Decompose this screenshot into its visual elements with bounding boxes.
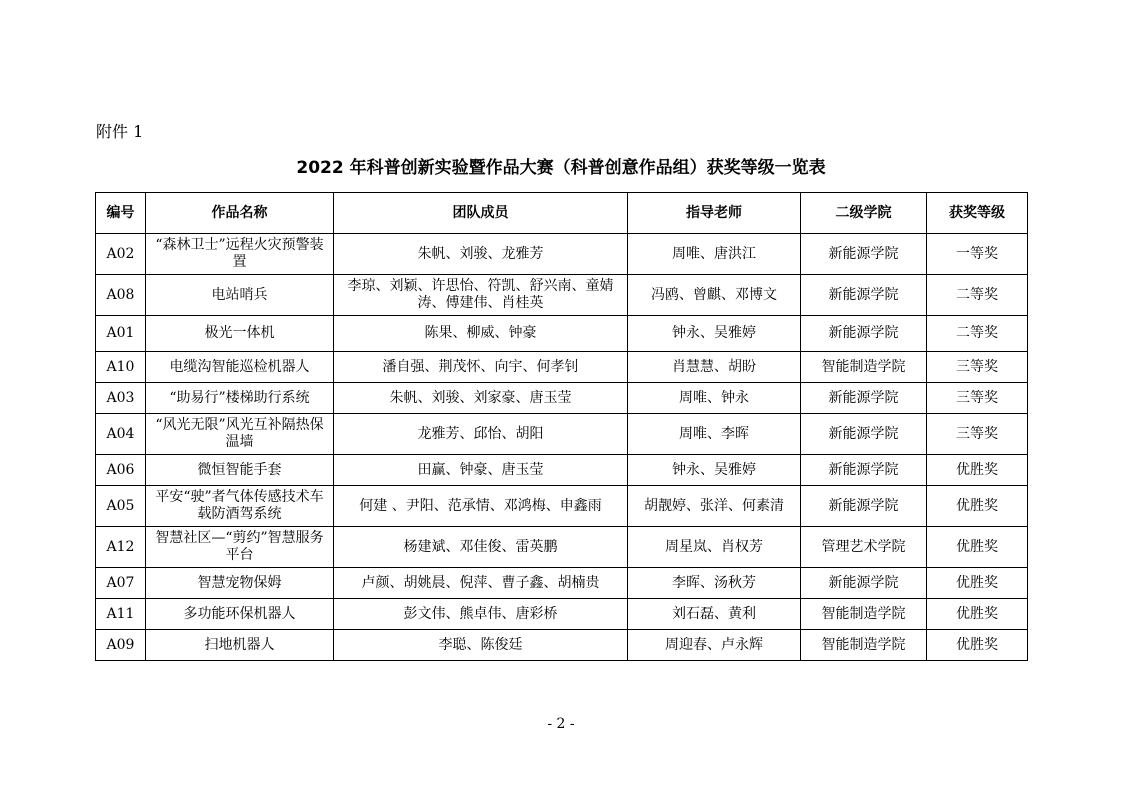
cell-advisor: 周唯、李晖 [628, 414, 801, 455]
cell-award: 优胜奖 [927, 630, 1028, 661]
cell-members: 龙雅芳、邱怡、胡阳 [334, 414, 628, 455]
cell-members: 卢颜、胡姚晨、倪萍、曹子鑫、胡楠贵 [334, 568, 628, 599]
cell-advisor: 钟永、吴雅婷 [628, 455, 801, 486]
cell-members: 朱帆、刘骏、刘家豪、唐玉莹 [334, 383, 628, 414]
cell-id: A11 [96, 599, 146, 630]
cell-advisor: 肖慧慧、胡盼 [628, 352, 801, 383]
cell-college: 新能源学院 [801, 275, 927, 316]
header-id: 编号 [96, 193, 146, 234]
cell-work: “风光无限”风光互补隔热保温墙 [146, 414, 334, 455]
cell-award: 三等奖 [927, 414, 1028, 455]
table-header-row [96, 193, 1028, 234]
cell-members: 彭文伟、熊卓伟、唐彩桥 [334, 599, 628, 630]
cell-work: 平安“驶”者气体传感技术车载防酒驾系统 [146, 486, 334, 527]
cell-work: 微恒智能手套 [146, 455, 334, 486]
header-award: 获奖等级 [927, 193, 1028, 234]
cell-advisor: 周星岚、肖权芳 [628, 527, 801, 568]
cell-college: 智能制造学院 [801, 599, 927, 630]
cell-advisor: 胡靓婷、张洋、何素清 [628, 486, 801, 527]
document-title: 2022 年科普创新实验暨作品大赛（科普创意作品组）获奖等级一览表 [296, 158, 826, 178]
cell-advisor: 周唯、钟永 [628, 383, 801, 414]
cell-id: A06 [96, 455, 146, 486]
cell-college: 智能制造学院 [801, 352, 927, 383]
cell-college: 新能源学院 [801, 383, 927, 414]
cell-work: 智慧社区—“剪约”智慧服务平台 [146, 527, 334, 568]
header-college: 二级学院 [801, 193, 927, 234]
cell-work: “森林卫士”远程火灾预警装置 [146, 234, 334, 275]
table-row [96, 316, 1028, 352]
table-row [96, 352, 1028, 383]
table-row [96, 234, 1028, 275]
cell-members: 朱帆、刘骏、龙雅芳 [334, 234, 628, 275]
cell-college: 新能源学院 [801, 455, 927, 486]
cell-work: 电站哨兵 [146, 275, 334, 316]
cell-advisor: 钟永、吴雅婷 [628, 316, 801, 352]
cell-work: “助易行”楼梯助行系统 [146, 383, 334, 414]
table-row [96, 568, 1028, 599]
cell-id: A08 [96, 275, 146, 316]
cell-id: A03 [96, 383, 146, 414]
cell-members: 田赢、钟豪、唐玉莹 [334, 455, 628, 486]
cell-id: A04 [96, 414, 146, 455]
cell-work: 智慧宠物保姆 [146, 568, 334, 599]
cell-college: 新能源学院 [801, 316, 927, 352]
table-row [96, 486, 1028, 527]
cell-advisor: 李晖、汤秋芳 [628, 568, 801, 599]
table-row [96, 599, 1028, 630]
cell-members: 杨建斌、邓佳俊、雷英鹏 [334, 527, 628, 568]
cell-id: A05 [96, 486, 146, 527]
cell-award: 优胜奖 [927, 486, 1028, 527]
award-table [95, 192, 1028, 661]
cell-college: 新能源学院 [801, 568, 927, 599]
cell-advisor: 周迎春、卢永辉 [628, 630, 801, 661]
cell-id: A12 [96, 527, 146, 568]
header-advisor: 指导老师 [628, 193, 801, 234]
cell-college: 新能源学院 [801, 414, 927, 455]
header-work: 作品名称 [146, 193, 334, 234]
cell-college: 新能源学院 [801, 486, 927, 527]
header-members: 团队成员 [334, 193, 628, 234]
cell-members: 何建 、尹阳、范承情、邓鸿梅、申鑫雨 [334, 486, 628, 527]
cell-work: 多功能环保机器人 [146, 599, 334, 630]
cell-members: 潘自强、荆茂怀、向宇、何孝钊 [334, 352, 628, 383]
cell-award: 优胜奖 [927, 599, 1028, 630]
cell-id: A07 [96, 568, 146, 599]
cell-id: A01 [96, 316, 146, 352]
cell-award: 优胜奖 [927, 527, 1028, 568]
table-row [96, 527, 1028, 568]
table-row [96, 275, 1028, 316]
cell-members: 李琼、刘颖、许思怡、符凯、舒兴南、童婧涛、傅建伟、肖桂英 [334, 275, 628, 316]
attachment-label: 附件 1 [96, 122, 144, 141]
cell-award: 二等奖 [927, 316, 1028, 352]
cell-college: 智能制造学院 [801, 630, 927, 661]
cell-work: 电缆沟智能巡检机器人 [146, 352, 334, 383]
page-number: - 2 - [547, 716, 575, 732]
cell-college: 新能源学院 [801, 234, 927, 275]
table-row [96, 383, 1028, 414]
cell-award: 一等奖 [927, 234, 1028, 275]
cell-award: 三等奖 [927, 383, 1028, 414]
cell-award: 三等奖 [927, 352, 1028, 383]
cell-advisor: 刘石磊、黄利 [628, 599, 801, 630]
cell-id: A02 [96, 234, 146, 275]
cell-work: 扫地机器人 [146, 630, 334, 661]
table-row [96, 455, 1028, 486]
cell-advisor: 冯鸥、曾麒、邓博文 [628, 275, 801, 316]
cell-members: 陈果、柳威、钟豪 [334, 316, 628, 352]
cell-award: 优胜奖 [927, 455, 1028, 486]
table-row [96, 630, 1028, 661]
cell-college: 管理艺术学院 [801, 527, 927, 568]
cell-members: 李聪、陈俊廷 [334, 630, 628, 661]
cell-id: A10 [96, 352, 146, 383]
table-row [96, 414, 1028, 455]
cell-award: 优胜奖 [927, 568, 1028, 599]
cell-award: 二等奖 [927, 275, 1028, 316]
cell-work: 极光一体机 [146, 316, 334, 352]
cell-advisor: 周唯、唐洪江 [628, 234, 801, 275]
cell-id: A09 [96, 630, 146, 661]
